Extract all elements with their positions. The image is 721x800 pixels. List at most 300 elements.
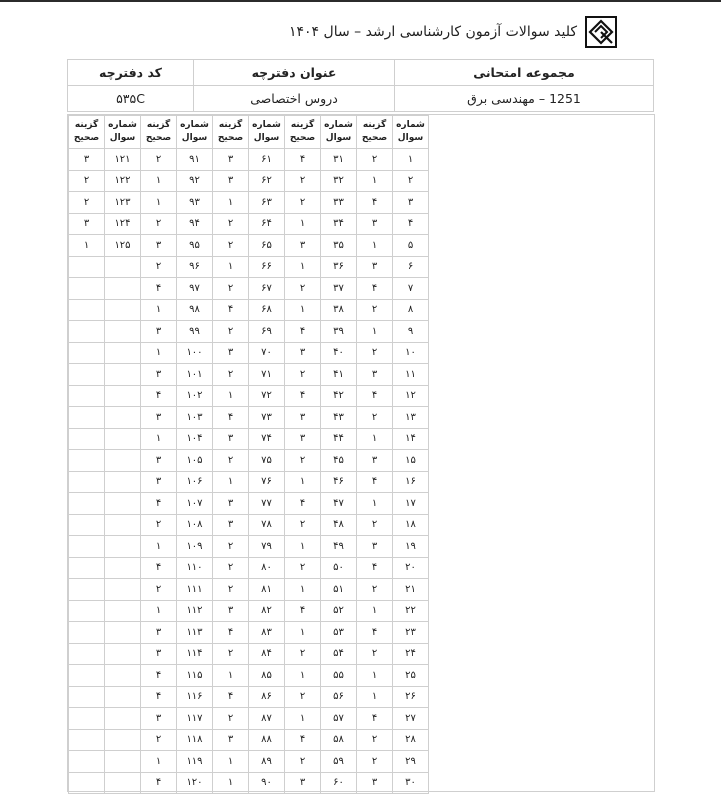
answer-row: [69, 579, 429, 601]
correct-option: ۲: [213, 708, 249, 730]
empty-cell: [105, 342, 141, 364]
correct-option: ۲: [213, 536, 249, 558]
correct-option: ۲: [285, 192, 321, 214]
question-number: ۸۰: [249, 557, 285, 579]
question-number: ۱۰۷: [177, 493, 213, 515]
empty-cell: [69, 450, 105, 472]
correct-option: ۴: [357, 557, 393, 579]
empty-cell: [69, 385, 105, 407]
question-number: ۱۰۰: [177, 342, 213, 364]
correct-option: ۱: [141, 342, 177, 364]
question-number: ۷۲: [249, 385, 285, 407]
empty-cell: [69, 557, 105, 579]
question-number: ۱۵: [393, 450, 429, 472]
empty-cell: [105, 729, 141, 751]
correct-option: ۴: [213, 686, 249, 708]
correct-option: ۴: [357, 708, 393, 730]
correct-option: ۱: [213, 192, 249, 214]
correct-option: ۱: [357, 428, 393, 450]
question-number: ۵: [393, 235, 429, 257]
correct-option: ۲: [69, 192, 105, 214]
question-number: ۴۶: [321, 471, 357, 493]
question-number: ۱۲۴: [105, 213, 141, 235]
empty-cell: [105, 708, 141, 730]
question-number: ۶۰: [321, 772, 357, 794]
answer-row: [69, 342, 429, 364]
correct-option: ۱: [69, 235, 105, 257]
question-number: ۱۸: [393, 514, 429, 536]
answer-row: [69, 643, 429, 665]
question-number: ۶۳: [249, 192, 285, 214]
correct-option: ۳: [357, 213, 393, 235]
question-number: ۱: [393, 149, 429, 171]
question-number: ۶۸: [249, 299, 285, 321]
correct-option: ۱: [285, 471, 321, 493]
answer-row: [69, 665, 429, 687]
question-number: ۴۷: [321, 493, 357, 515]
question-number: ۵۹: [321, 751, 357, 773]
header-correct-option: گزینه صحیح: [213, 116, 249, 149]
correct-option: ۴: [141, 665, 177, 687]
correct-option: ۲: [69, 170, 105, 192]
question-number: ۱۰۳: [177, 407, 213, 429]
correct-option: ۱: [213, 385, 249, 407]
question-number: ۱۰۹: [177, 536, 213, 558]
empty-cell: [105, 256, 141, 278]
correct-option: ۱: [141, 170, 177, 192]
empty-cell: [69, 665, 105, 687]
correct-option: ۳: [141, 643, 177, 665]
empty-cell: [69, 686, 105, 708]
empty-cell: [105, 364, 141, 386]
answer-row: [69, 708, 429, 730]
header-correct-option: گزینه صحیح: [357, 116, 393, 149]
question-number: ۱۱۳: [177, 622, 213, 644]
correct-option: ۲: [357, 149, 393, 171]
question-number: ۶: [393, 256, 429, 278]
empty-cell: [105, 536, 141, 558]
correct-option: ۳: [285, 235, 321, 257]
question-number: ۴۸: [321, 514, 357, 536]
question-number: ۹۱: [177, 149, 213, 171]
correct-option: ۴: [357, 192, 393, 214]
question-number: ۶۴: [249, 213, 285, 235]
correct-option: ۲: [285, 514, 321, 536]
question-number: ۸۳: [249, 622, 285, 644]
answer-row: [69, 364, 429, 386]
question-number: ۱۰۲: [177, 385, 213, 407]
question-number: ۵۴: [321, 643, 357, 665]
correct-option: ۲: [357, 299, 393, 321]
question-number: ۸۲: [249, 600, 285, 622]
answer-row: [69, 493, 429, 515]
empty-cell: [69, 493, 105, 515]
question-number: ۴: [393, 213, 429, 235]
question-number: ۹۴: [177, 213, 213, 235]
question-number: ۲۴: [393, 643, 429, 665]
empty-cell: [105, 407, 141, 429]
correct-option: ۳: [357, 450, 393, 472]
correct-option: ۱: [285, 708, 321, 730]
question-number: ۱۱۴: [177, 643, 213, 665]
empty-cell: [69, 471, 105, 493]
header-correct-option: گزینه صحیح: [141, 116, 177, 149]
correct-option: ۴: [285, 729, 321, 751]
correct-option: ۱: [357, 493, 393, 515]
answer-row: [69, 299, 429, 321]
question-number: ۱۷: [393, 493, 429, 515]
question-number: ۹۰: [249, 772, 285, 794]
empty-cell: [105, 600, 141, 622]
question-number: ۴۳: [321, 407, 357, 429]
question-number: ۱۲۵: [105, 235, 141, 257]
header-correct-option: گزینه صحیح: [69, 116, 105, 149]
question-number: ۸۵: [249, 665, 285, 687]
question-number: ۹۷: [177, 278, 213, 300]
correct-option: ۱: [141, 600, 177, 622]
correct-option: ۱: [357, 235, 393, 257]
question-number: ۲۸: [393, 729, 429, 751]
correct-option: ۳: [357, 256, 393, 278]
correct-option: ۴: [213, 407, 249, 429]
correct-option: ۲: [213, 321, 249, 343]
correct-option: ۲: [141, 213, 177, 235]
correct-option: ۲: [213, 235, 249, 257]
question-number: ۲۵: [393, 665, 429, 687]
empty-cell: [69, 600, 105, 622]
correct-option: ۳: [141, 450, 177, 472]
question-number: ۵۳: [321, 622, 357, 644]
question-number: ۸۹: [249, 751, 285, 773]
correct-option: ۲: [213, 643, 249, 665]
correct-option: ۱: [141, 751, 177, 773]
correct-option: ۱: [357, 170, 393, 192]
correct-option: ۴: [141, 385, 177, 407]
correct-option: ۱: [213, 256, 249, 278]
question-number: ۷۵: [249, 450, 285, 472]
sanjesh-logo-icon: [585, 16, 617, 48]
question-number: ۱۶: [393, 471, 429, 493]
correct-option: ۳: [69, 149, 105, 171]
question-number: ۶۷: [249, 278, 285, 300]
correct-option: ۳: [213, 600, 249, 622]
question-number: ۱۰۱: [177, 364, 213, 386]
correct-option: ۱: [285, 579, 321, 601]
correct-option: ۳: [213, 514, 249, 536]
question-number: ۹۳: [177, 192, 213, 214]
correct-option: ۲: [141, 149, 177, 171]
correct-option: ۱: [213, 772, 249, 794]
header-question-number: شماره سوال: [177, 116, 213, 149]
correct-option: ۲: [213, 579, 249, 601]
empty-cell: [105, 471, 141, 493]
question-number: ۱۰۶: [177, 471, 213, 493]
correct-option: ۲: [213, 450, 249, 472]
question-number: ۱۳: [393, 407, 429, 429]
question-number: ۲۱: [393, 579, 429, 601]
answer-row: [69, 428, 429, 450]
header-question-number: شماره سوال: [321, 116, 357, 149]
question-number: ۱۲۰: [177, 772, 213, 794]
question-number: ۹۲: [177, 170, 213, 192]
exam-group-value: 1251 – مهندسی برق: [395, 86, 654, 112]
correct-option: ۱: [213, 471, 249, 493]
correct-option: ۱: [141, 536, 177, 558]
empty-cell: [69, 321, 105, 343]
correct-option: ۲: [357, 579, 393, 601]
correct-option: ۲: [141, 729, 177, 751]
question-number: ۴۰: [321, 342, 357, 364]
correct-option: ۴: [285, 385, 321, 407]
correct-option: ۱: [141, 428, 177, 450]
question-number: ۳۹: [321, 321, 357, 343]
answer-row: [69, 170, 429, 192]
question-number: ۸۴: [249, 643, 285, 665]
question-number: ۳۲: [321, 170, 357, 192]
question-number: ۳۶: [321, 256, 357, 278]
correct-option: ۲: [141, 256, 177, 278]
answer-row: [69, 407, 429, 429]
correct-option: ۱: [357, 600, 393, 622]
header-correct-option: گزینه صحیح: [285, 116, 321, 149]
empty-cell: [105, 751, 141, 773]
correct-option: ۴: [141, 493, 177, 515]
empty-cell: [105, 686, 141, 708]
question-number: ۲۷: [393, 708, 429, 730]
empty-cell: [69, 729, 105, 751]
empty-cell: [105, 665, 141, 687]
question-number: ۵۲: [321, 600, 357, 622]
answer-row: [69, 385, 429, 407]
empty-cell: [69, 772, 105, 794]
question-number: ۶۲: [249, 170, 285, 192]
question-number: ۳۳: [321, 192, 357, 214]
question-number: ۳۱: [321, 149, 357, 171]
correct-option: ۲: [141, 579, 177, 601]
header-question-number: شماره سوال: [393, 116, 429, 149]
empty-cell: [105, 385, 141, 407]
correct-option: ۲: [285, 686, 321, 708]
page-header: [67, 14, 617, 50]
question-number: ۳: [393, 192, 429, 214]
correct-option: ۳: [141, 622, 177, 644]
correct-option: ۲: [285, 557, 321, 579]
answer-row: [69, 213, 429, 235]
question-number: ۱۱۱: [177, 579, 213, 601]
question-number: ۷۰: [249, 342, 285, 364]
answer-key-table: [68, 115, 429, 794]
answer-row: [69, 235, 429, 257]
correct-option: ۲: [357, 407, 393, 429]
correct-option: ۲: [357, 514, 393, 536]
correct-option: ۴: [141, 686, 177, 708]
question-number: ۶۱: [249, 149, 285, 171]
answer-row: [69, 192, 429, 214]
correct-option: ۴: [213, 622, 249, 644]
answer-row: [69, 536, 429, 558]
empty-cell: [105, 493, 141, 515]
empty-cell: [69, 643, 105, 665]
question-number: ۲۶: [393, 686, 429, 708]
question-number: ۸۶: [249, 686, 285, 708]
booklet-code-header: کد دفترچه: [68, 60, 194, 86]
empty-cell: [69, 708, 105, 730]
correct-option: ۲: [285, 278, 321, 300]
correct-option: ۳: [357, 364, 393, 386]
question-number: ۲۲: [393, 600, 429, 622]
question-number: ۹۸: [177, 299, 213, 321]
top-border: [0, 0, 721, 2]
question-number: ۹: [393, 321, 429, 343]
empty-cell: [105, 514, 141, 536]
page-title: کلید سوالات آزمون کارشناسی ارشد – سال ۱۴۰۴: [289, 24, 577, 40]
correct-option: ۴: [357, 278, 393, 300]
correct-option: ۲: [357, 643, 393, 665]
correct-option: ۳: [141, 708, 177, 730]
question-number: ۳۷: [321, 278, 357, 300]
correct-option: ۲: [357, 342, 393, 364]
empty-cell: [105, 557, 141, 579]
question-number: ۲۹: [393, 751, 429, 773]
empty-cell: [105, 321, 141, 343]
correct-option: ۳: [141, 407, 177, 429]
question-number: ۷: [393, 278, 429, 300]
question-number: ۷۴: [249, 428, 285, 450]
booklet-title-value: دروس اختصاصی: [194, 86, 395, 112]
header-question-number: شماره سوال: [105, 116, 141, 149]
correct-option: ۳: [141, 471, 177, 493]
question-number: ۵۱: [321, 579, 357, 601]
question-number: ۸۱: [249, 579, 285, 601]
question-number: ۱۲۱: [105, 149, 141, 171]
question-number: ۱۱۶: [177, 686, 213, 708]
question-number: ۳۴: [321, 213, 357, 235]
correct-option: ۴: [357, 471, 393, 493]
question-number: ۹۹: [177, 321, 213, 343]
correct-option: ۳: [357, 536, 393, 558]
correct-option: ۱: [141, 192, 177, 214]
answer-row: [69, 450, 429, 472]
correct-option: ۳: [141, 321, 177, 343]
question-number: ۵۷: [321, 708, 357, 730]
booklet-info-table: [67, 59, 654, 112]
question-number: ۱۱۹: [177, 751, 213, 773]
question-number: ۷۹: [249, 536, 285, 558]
correct-option: ۱: [357, 665, 393, 687]
question-number: ۱۱۲: [177, 600, 213, 622]
answer-row: [69, 729, 429, 751]
empty-cell: [69, 299, 105, 321]
question-number: ۱۱۵: [177, 665, 213, 687]
answer-key-area: [67, 114, 655, 792]
correct-option: ۱: [357, 321, 393, 343]
correct-option: ۲: [285, 751, 321, 773]
answer-row: [69, 751, 429, 773]
correct-option: ۱: [285, 256, 321, 278]
correct-option: ۲: [285, 364, 321, 386]
correct-option: ۲: [285, 643, 321, 665]
header-question-number: شماره سوال: [249, 116, 285, 149]
question-number: ۳۵: [321, 235, 357, 257]
correct-option: ۴: [285, 600, 321, 622]
question-number: ۴۵: [321, 450, 357, 472]
question-number: ۴۲: [321, 385, 357, 407]
empty-cell: [69, 514, 105, 536]
question-number: ۳۸: [321, 299, 357, 321]
correct-option: ۴: [141, 278, 177, 300]
question-number: ۱۱: [393, 364, 429, 386]
empty-cell: [69, 428, 105, 450]
question-number: ۷۶: [249, 471, 285, 493]
question-number: ۵۰: [321, 557, 357, 579]
correct-option: ۲: [213, 557, 249, 579]
question-number: ۶۵: [249, 235, 285, 257]
question-number: ۱۲: [393, 385, 429, 407]
correct-option: ۳: [213, 170, 249, 192]
correct-option: ۳: [285, 407, 321, 429]
correct-option: ۱: [141, 299, 177, 321]
empty-cell: [105, 579, 141, 601]
correct-option: ۱: [213, 665, 249, 687]
correct-option: ۴: [213, 299, 249, 321]
question-number: ۴۴: [321, 428, 357, 450]
answer-row: [69, 321, 429, 343]
correct-option: ۳: [213, 428, 249, 450]
correct-option: ۱: [285, 665, 321, 687]
correct-option: ۲: [141, 514, 177, 536]
question-number: ۵۵: [321, 665, 357, 687]
answer-row: [69, 557, 429, 579]
empty-cell: [105, 643, 141, 665]
question-number: ۷۳: [249, 407, 285, 429]
question-number: ۶۹: [249, 321, 285, 343]
question-number: ۱۱۸: [177, 729, 213, 751]
correct-option: ۲: [285, 170, 321, 192]
correct-option: ۱: [357, 686, 393, 708]
question-number: ۱۴: [393, 428, 429, 450]
booklet-code-value: ۵۳۵C: [68, 86, 194, 112]
empty-cell: [69, 536, 105, 558]
question-number: ۷۷: [249, 493, 285, 515]
question-number: ۴۱: [321, 364, 357, 386]
empty-cell: [105, 450, 141, 472]
correct-option: ۳: [213, 729, 249, 751]
booklet-title-header: عنوان دفترچه: [194, 60, 395, 86]
correct-option: ۲: [213, 278, 249, 300]
question-number: ۹۶: [177, 256, 213, 278]
correct-option: ۳: [69, 213, 105, 235]
correct-option: ۴: [141, 772, 177, 794]
question-number: ۲۰: [393, 557, 429, 579]
question-number: ۲۳: [393, 622, 429, 644]
correct-option: ۴: [285, 321, 321, 343]
question-number: ۵۸: [321, 729, 357, 751]
question-number: ۱۲۲: [105, 170, 141, 192]
answer-row: [69, 686, 429, 708]
answer-row: [69, 514, 429, 536]
question-number: ۹۵: [177, 235, 213, 257]
question-number: ۱۲۳: [105, 192, 141, 214]
correct-option: ۱: [285, 622, 321, 644]
question-number: ۸۷: [249, 708, 285, 730]
empty-cell: [105, 772, 141, 794]
empty-cell: [69, 256, 105, 278]
question-number: ۶۶: [249, 256, 285, 278]
empty-cell: [69, 579, 105, 601]
question-number: ۷۸: [249, 514, 285, 536]
answer-row: [69, 278, 429, 300]
empty-cell: [69, 751, 105, 773]
